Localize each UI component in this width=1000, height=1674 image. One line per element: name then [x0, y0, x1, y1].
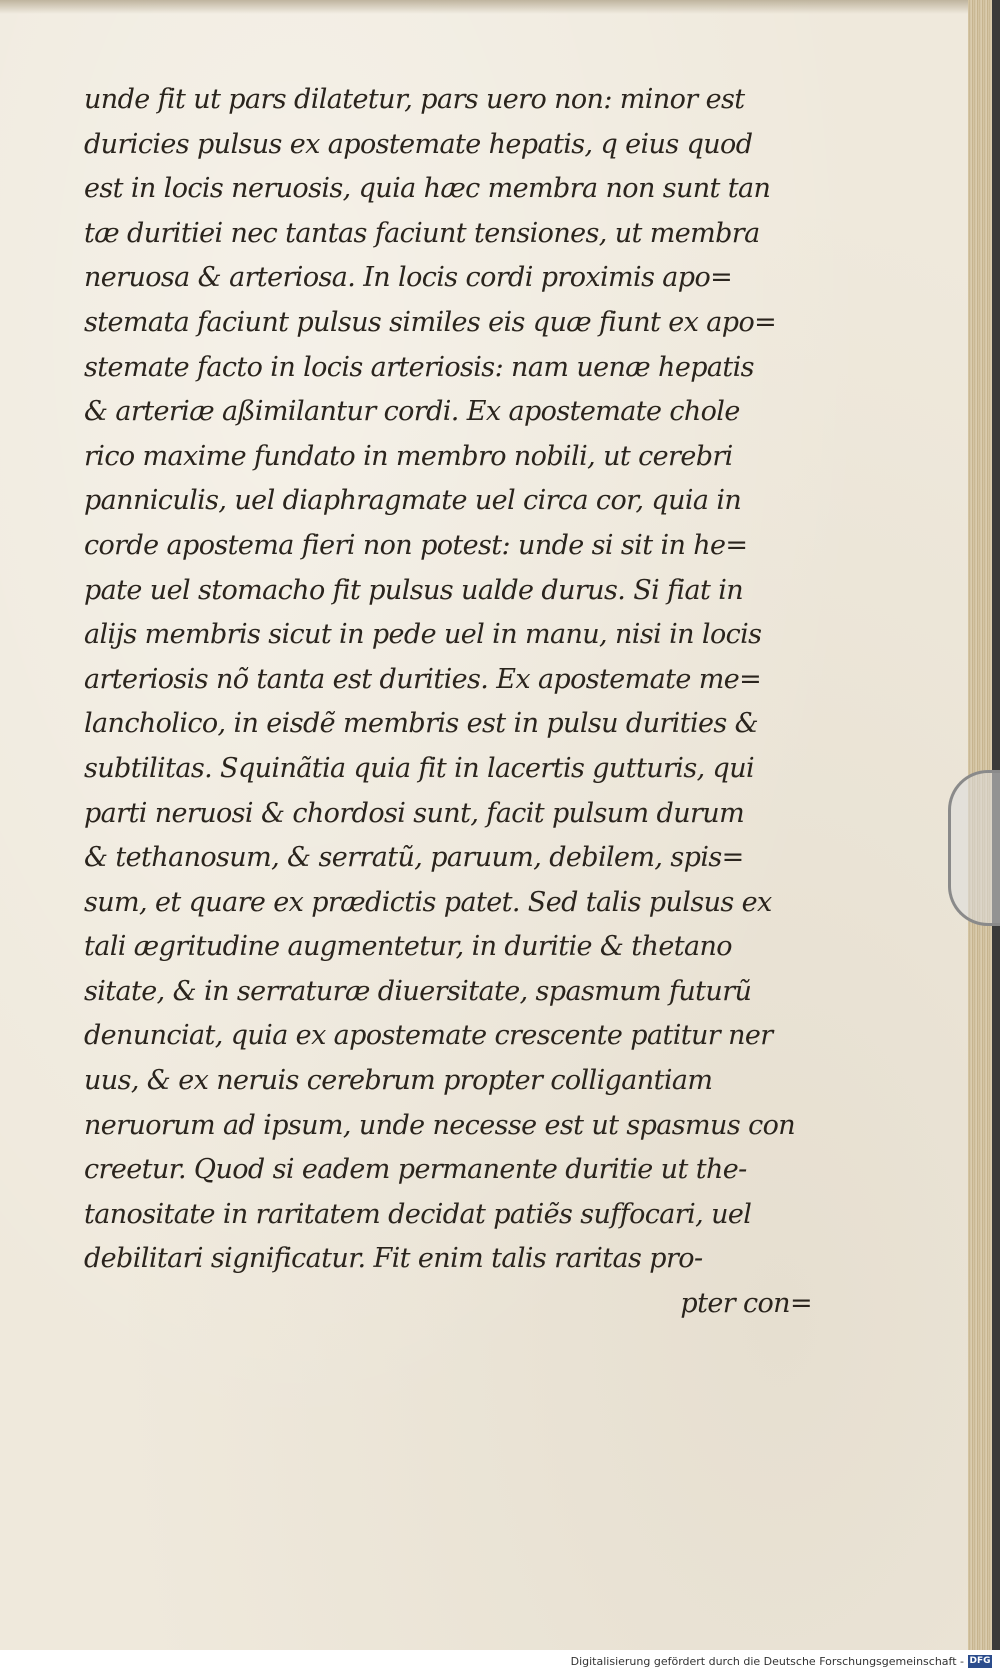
text-line: duricies pulsus ex apostemate hepatis, q eius quod	[84, 128, 753, 160]
paper-clip-marker	[948, 770, 1000, 926]
text-block	[84, 78, 814, 1327]
text-line: unde fit ut pars dilatetur, pars uero non: minor est	[84, 84, 745, 115]
catchword: pter con=	[680, 1288, 812, 1320]
text-line: & arteriæ aßimilantur cordi. Ex apostemate chole	[84, 396, 740, 428]
text-line: est in locis neruosis, quia hæc membra non sunt tan	[84, 173, 771, 205]
text-line: sitate, & in serraturæ diuersitate, spasmum futurũ	[84, 975, 752, 1007]
text-line: stemate facto in locis arteriosis: nam uenæ hepatis	[84, 351, 754, 383]
text-line: neruorum ad ipsum, unde necesse est ut spasmus con	[84, 1109, 796, 1141]
text-line: stemata faciunt pulsus similes eis quæ fiunt ex apo=	[84, 306, 777, 338]
text-line: parti neruosi & chordosi sunt, facit pulsum durum	[84, 797, 745, 829]
text-line: tali ægritudine augmentetur, in duritie & thetano	[84, 931, 732, 963]
text-line: rico maxime fundato in membro nobili, ut cerebri	[84, 440, 733, 472]
text-line: arteriosis nõ tanta est durities. Ex apostemate me=	[84, 663, 762, 695]
text-line: tæ duritiei nec tantas faciunt tensiones, ut membra	[84, 217, 760, 249]
text-line: subtilitas. Squinãtia quia fit in lacertis gutturis, qui	[84, 752, 755, 784]
text-line: sum, et quare ex prædictis patet. Sed talis pulsus ex	[84, 886, 772, 918]
text-line: lancholico, in eisdẽ membris est in pulsu durities &	[84, 708, 759, 740]
text-line: denunciat, quia ex apostemate crescente patitur ner	[84, 1020, 773, 1052]
text-line: neruosa & arteriosa. In locis cordi proximis apo=	[84, 262, 733, 294]
text-line: corde apostema fieri non potest: unde si sit in he=	[84, 529, 748, 561]
text-line: panniculis, uel diaphragmate uel circa cor, quia in	[84, 485, 742, 517]
text-line: creetur. Quod si eadem permanente duritie ut the-	[84, 1154, 747, 1186]
text-line: pate uel stomacho fit pulsus ualde durus. Si fiat in	[84, 574, 744, 606]
dfg-logo-icon: DFG	[969, 1656, 991, 1666]
digitization-credit: Digitalisierung gefördert durch die Deutsche Forschungsgemeinschaft -	[570, 1655, 964, 1668]
page-top-shadow	[0, 0, 975, 14]
text-line: & tethanosum, & serratũ, paruum, debilem, spis=	[84, 842, 744, 874]
text-line: tanositate in raritatem decidat patiẽs suffocari, uel	[84, 1198, 752, 1230]
text-line: uus, & ex neruis cerebrum propter colligantiam	[84, 1065, 713, 1097]
text-line: alijs membris sicut in pede uel in manu, nisi in locis	[84, 619, 762, 651]
text-line: debilitari significatur. Fit enim talis raritas pro-	[84, 1243, 703, 1275]
